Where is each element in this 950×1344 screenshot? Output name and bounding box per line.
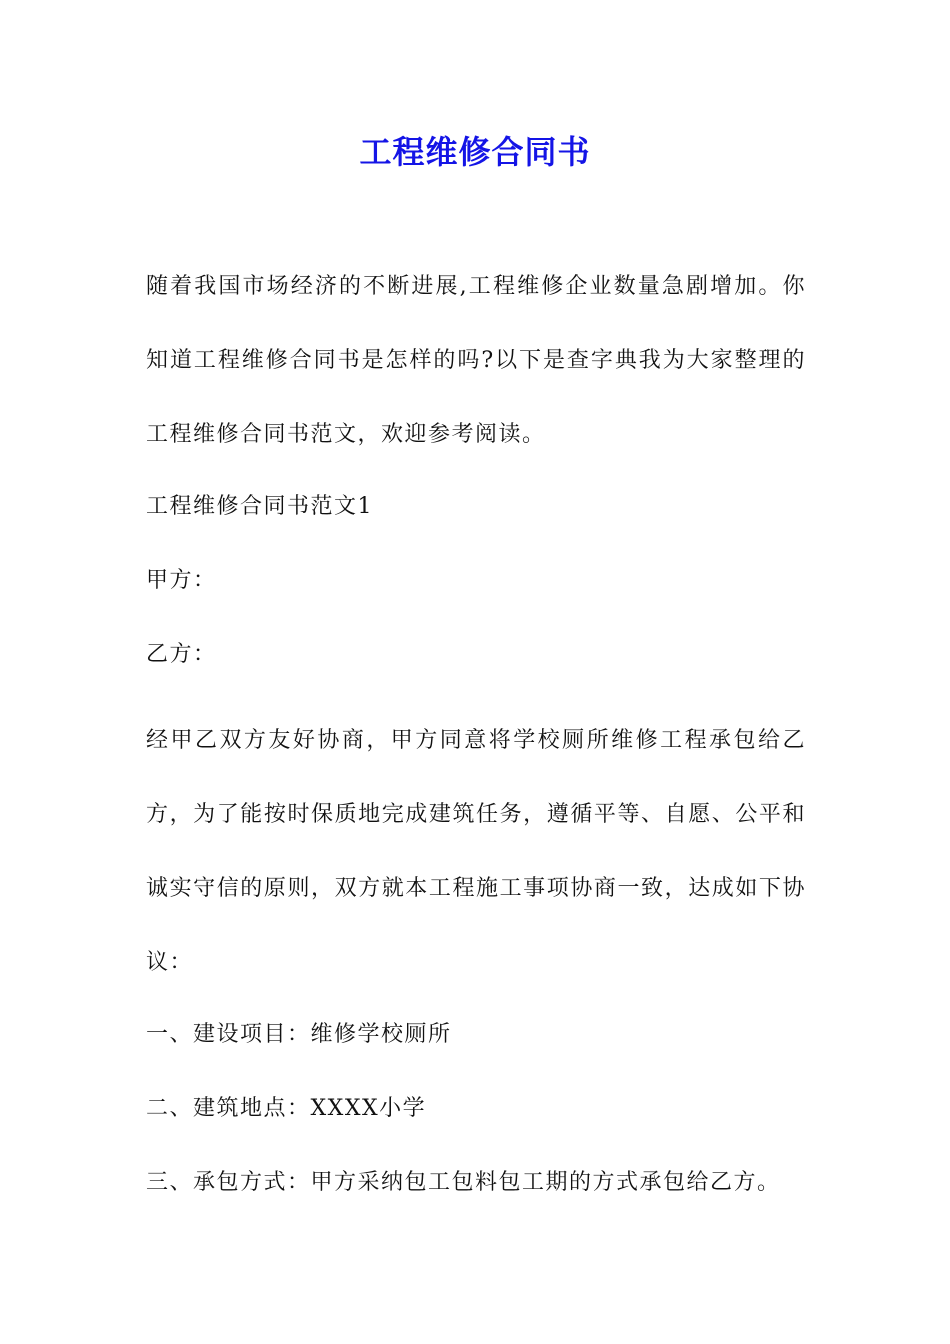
section-heading: 工程维修合同书范文1 [146,494,373,519]
clause-project: 一、建设项目：维修学校厕所 [146,1022,452,1047]
intro-paragraph: 随着我国市场经济的不断进展,工程维修企业数量急剧增加。你知道工程维修合同书是怎样的吗?以下是查字典我为大家整理的工程维修合同书范文，欢迎参考阅读。 [146,274,806,447]
clause-method: 三、承包方式：甲方采纳包工包料包工期的方式承包给乙方。 [146,1170,781,1195]
clause-location: 二、建筑地点：XXXX小学 [146,1096,427,1121]
party-a-line: 甲方： [146,568,217,593]
party-b-line: 乙方： [146,642,217,667]
document-title: 工程维修合同书 [359,133,591,171]
agreement-paragraph: 经甲乙双方友好协商，甲方同意将学校厕所维修工程承包给乙方，为了能按时保质地完成建筑任务，遵循平等、自愿、公平和诚实守信的原则，双方就本工程施工事项协商一致，达成如下协议： [146,728,806,975]
document-body [146,250,806,1232]
